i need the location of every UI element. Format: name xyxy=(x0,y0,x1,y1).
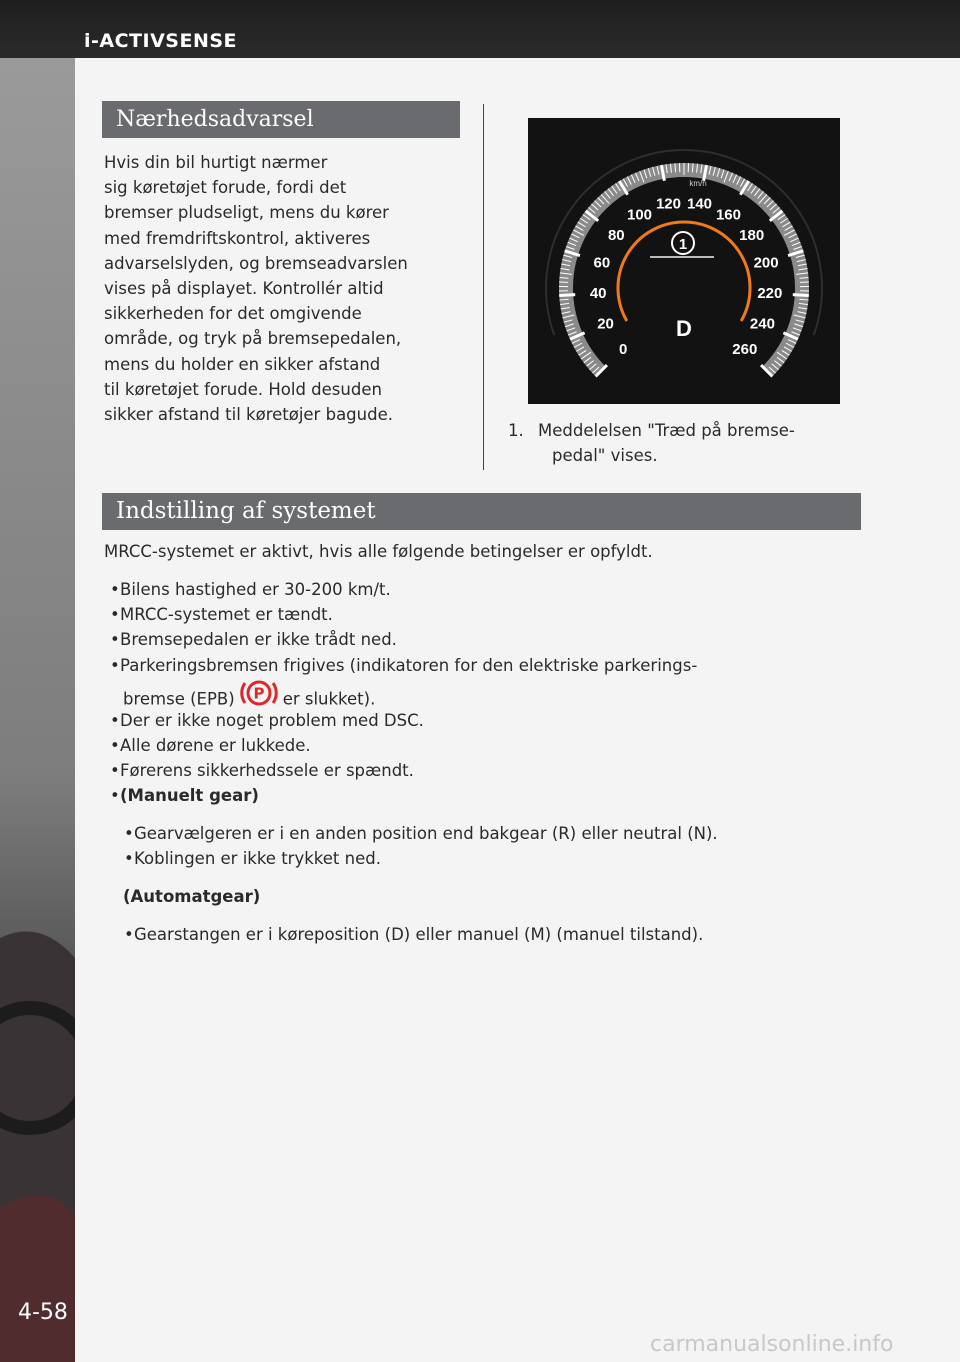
manual-gear-item: •Koblingen er ikke trykket ned. xyxy=(124,849,381,868)
callout-number: 1 xyxy=(678,236,688,253)
speed-label: 0 xyxy=(619,340,628,358)
text-line: advarselslyden, og bremseadvarslen xyxy=(104,253,408,273)
dial-tick xyxy=(692,163,693,172)
text-line: Hvis din bil hurtigt nærmer xyxy=(104,153,328,172)
condition-bullet: •MRCC-systemet er tændt. xyxy=(110,605,333,624)
condition-bullet: •Der er ikke noget problem med DSC. xyxy=(110,711,424,730)
text-line: område, og tryk på bremsepedalen, xyxy=(104,329,402,349)
watermark: carmanualsonline.info xyxy=(650,1332,894,1357)
dial-tick xyxy=(559,295,575,296)
manual-gear-item: •Gearvælgeren er i en anden position end bakgear (R) eller neutral (N). xyxy=(124,824,718,843)
text-line: til køretøjet forude. Hold desuden xyxy=(104,379,382,399)
speed-label: 100 xyxy=(626,206,653,224)
speed-label: 40 xyxy=(589,285,607,303)
text-line: mens du holder en sikker afstand xyxy=(104,354,381,374)
text-line: med fremdriftskontrol, aktiveres xyxy=(104,228,371,248)
caption-line: pedal" vises. xyxy=(552,446,658,465)
condition-bullet: •Bremsepedalen er ikke trådt ned. xyxy=(110,630,397,649)
section-title-system-settings: Indstilling af systemet xyxy=(102,493,861,530)
conditions-intro: MRCC-systemet er aktivt, hvis alle følgende betingelser er opfyldt. xyxy=(104,542,653,561)
dial-tick xyxy=(675,163,676,172)
side-photo-strip xyxy=(0,58,75,1362)
page-number: 4-58 xyxy=(18,1300,68,1325)
speedometer-dial xyxy=(528,118,840,404)
svg-text:P: P xyxy=(253,684,265,703)
text-line: sikker afstand til køretøjer bagude. xyxy=(104,405,393,425)
condition-bullet: •(Manuelt gear) xyxy=(110,786,259,805)
auto-gear-label: (Automatgear) xyxy=(123,887,261,906)
speed-label: 240 xyxy=(749,315,775,333)
condition-bullet: •Førerens sikkerhedssele er spændt. xyxy=(110,761,414,780)
gear-indicator: D xyxy=(676,316,692,341)
section-name: i-ACTIVSENSE xyxy=(84,30,238,52)
speed-label: 260 xyxy=(732,340,758,358)
speed-label: 160 xyxy=(715,206,742,224)
text-line: vises på displayet. Kontrollér altid xyxy=(104,279,384,299)
text-line: bremser pludseligt, mens du kører xyxy=(104,203,389,223)
speed-label: 80 xyxy=(607,226,625,244)
epb-line: bremse (EPB) P er slukket). xyxy=(123,676,375,724)
speed-unit-label: km/h xyxy=(689,179,707,188)
speed-label: 120 xyxy=(655,195,682,213)
caption-number: 1. xyxy=(508,421,524,440)
section-title-proximity-warning: Nærhedsadvarsel xyxy=(102,101,460,138)
dial-tick xyxy=(793,295,809,296)
auto-gear-item: •Gearstangen er i køreposition (D) eller manuel (M) (manuel tilstand). xyxy=(124,925,704,944)
speed-label: 180 xyxy=(739,226,765,244)
speed-label: 60 xyxy=(593,254,611,272)
condition-bullet: •Parkeringsbremsen frigives (indikatoren for den elektriske parkerings- xyxy=(110,656,698,675)
speed-label: 20 xyxy=(597,315,614,333)
speed-label: 220 xyxy=(757,285,783,303)
condition-bullet: •Alle dørene er lukkede. xyxy=(110,736,311,755)
interior-photo xyxy=(0,58,75,1362)
speed-label: 140 xyxy=(686,195,713,213)
text-line: sikkerheden for det omgivende xyxy=(104,304,362,324)
top-bar xyxy=(0,0,960,58)
speedometer-figure xyxy=(528,118,840,404)
text-line: sig køretøjet forude, fordi det xyxy=(104,178,347,198)
caption-line: Meddelelsen "Træd på bremse- xyxy=(538,421,795,440)
warning-paragraph xyxy=(104,150,456,427)
column-divider xyxy=(483,104,484,470)
speed-label: 200 xyxy=(753,254,779,272)
condition-bullet: •Bilens hastighed er 30-200 km/t. xyxy=(110,580,391,599)
